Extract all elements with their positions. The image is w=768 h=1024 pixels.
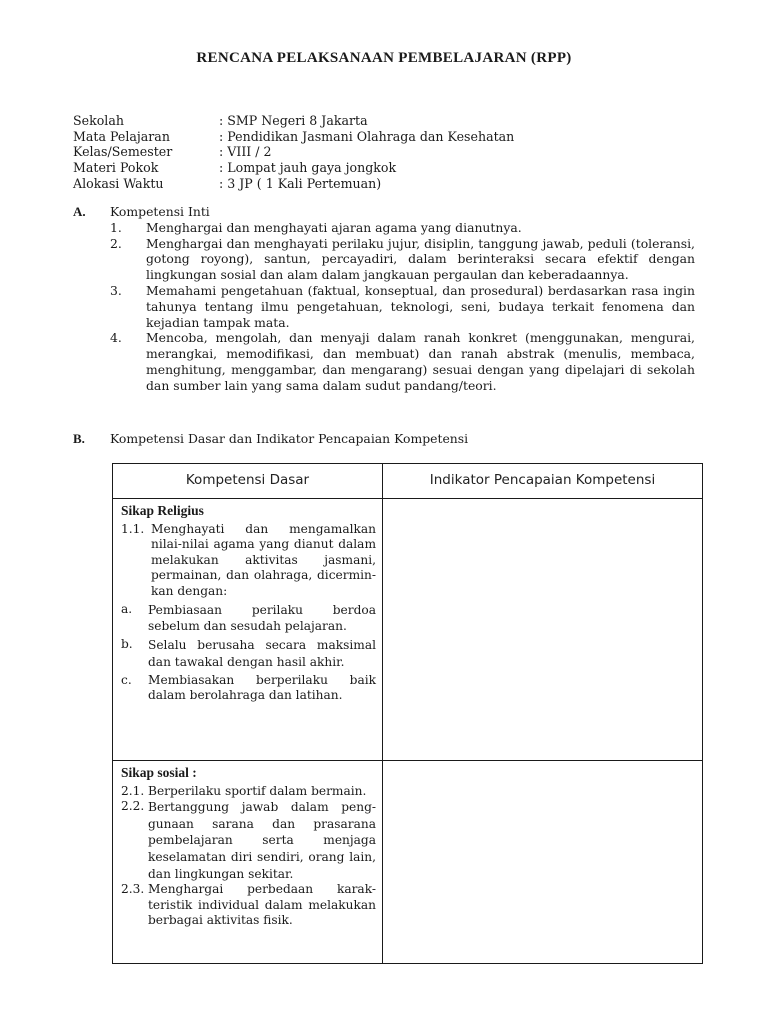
table-row <box>113 761 703 964</box>
section-letter: A. <box>73 204 86 219</box>
group-title: Sikap Religius <box>121 503 204 518</box>
list-item <box>73 236 695 283</box>
section-title: Kompetensi Inti <box>110 204 210 219</box>
identity-row-school <box>73 113 514 129</box>
competence-item <box>121 799 376 882</box>
section-title: Kompetensi Dasar dan Indikator Pencapaian Kompetensi <box>110 431 469 446</box>
document-title: RENCANA PELAKSANAAN PEMBELAJARAN (RPP) <box>196 50 572 66</box>
competence-item <box>121 784 376 800</box>
religious-attitude-cell <box>113 499 383 761</box>
item-number: 2.2. <box>121 799 145 814</box>
list-number: 2. <box>110 235 122 251</box>
group-title: Sikap sosial : <box>121 765 197 780</box>
item-number: 2.3. <box>121 882 145 897</box>
item-number: 1.1. <box>121 521 145 536</box>
section-heading <box>73 431 695 447</box>
list-number: 4. <box>110 330 122 346</box>
item-text: Bertanggung jawab dalam peng-gunaan sarana dan prasarana pembelajaran serta menjaga keselamatan diri sendiri, orang lain, dan lingkungan sekitar. <box>148 800 376 881</box>
identity-label: Kelas/Semester <box>73 144 173 160</box>
list-item <box>73 330 695 393</box>
item-text: Menghayati dan mengamalkan nilai-nilai agama yang dianut dalam melakukan aktivitas jasmani, permainan, dan olahraga, dicermin-kan dengan: <box>151 521 376 598</box>
social-attitude-cell <box>113 761 383 964</box>
column-header-indicator: Indikator Pencapaian Kompetensi <box>383 464 703 499</box>
social-indicator-cell <box>383 761 703 964</box>
identity-label: Alokasi Waktu <box>73 175 164 191</box>
competence-item <box>121 522 376 600</box>
column-header-basic-competence: Kompetensi Dasar <box>113 464 383 499</box>
core-competence-list <box>73 220 695 394</box>
list-text: Mencoba, mengolah, dan menyaji dalam ranah konkret (menggunakan, mengurai, merangkai, memodifikasi, dan membuat) dan ranah abstrak (menulis, membaca, menghitung, menggambar, dan mengarang) sesuai dengan yang dipelajari di sekolah dan sumber lain yang sama dalam sudut pandang/teori. <box>146 330 695 393</box>
competence-table <box>112 463 703 964</box>
identity-row-class <box>73 144 514 160</box>
competence-item <box>121 882 376 929</box>
identity-value: : 3 JP ( 1 Kali Pertemuan) <box>219 175 382 191</box>
item-number: 2.1. <box>121 783 145 798</box>
identity-label: Sekolah <box>73 113 124 128</box>
item-number: c. <box>121 672 132 687</box>
item-text: Membiasakan berperilaku baik dalam berolahraga dan latihan. <box>148 672 376 703</box>
item-text: Selalu berusaha secara maksimal dan tawakal dengan hasil akhir. <box>148 637 376 669</box>
list-text: Menghargai dan menghayati perilaku jujur, disiplin, tanggung jawab, peduli (toleransi, gotong royong), santun, percayadiri, dalam berinteraksi secara efektif dengan lingkungan sosial dan alam dalam jangkauan pergaulan dan keberadaannya. <box>146 235 695 283</box>
list-number: 3. <box>110 282 122 298</box>
identity-value: : Pendidikan Jasmani Olahraga dan Kesehatan <box>219 128 515 144</box>
section-core-competence <box>73 204 695 394</box>
list-item <box>73 220 695 236</box>
table-row <box>113 499 703 761</box>
identity-row-subject <box>73 129 514 145</box>
identity-row-time <box>73 176 514 192</box>
list-item <box>73 283 695 330</box>
identity-row-topic <box>73 160 514 176</box>
list-text: Menghargai dan menghayati ajaran agama yang dianutnya. <box>146 219 522 235</box>
item-text: Menghargai perbedaan karak-teristik individual dalam melakukan berbagai aktivitas fisik. <box>148 882 376 928</box>
item-number: a. <box>121 601 133 616</box>
item-text: Pembiasaan perilaku berdoa sebelum dan sesudah pelajaran. <box>148 602 376 634</box>
identity-label: Mata Pelajaran <box>73 128 170 144</box>
competence-subitem <box>121 602 376 635</box>
competence-subitem <box>121 673 376 704</box>
competence-subitem <box>121 637 376 671</box>
identity-value: : SMP Negeri 8 Jakarta <box>219 113 368 128</box>
section-basic-competence <box>73 431 695 447</box>
item-number: b. <box>121 636 133 651</box>
identity-block <box>73 113 514 192</box>
table-header-row <box>113 464 703 499</box>
identity-value: : VIII / 2 <box>219 144 272 160</box>
section-heading <box>73 204 695 220</box>
section-letter: B. <box>73 431 85 446</box>
item-text: Berperilaku sportif dalam bermain. <box>148 783 367 798</box>
religious-indicator-cell <box>383 499 703 761</box>
list-text: Memahami pengetahuan (faktual, konseptual, dan prosedural) berdasarkan rasa ingin tahunya tentang ilmu pengetahuan, teknologi, seni, budaya terkait fenomena dan kejadian tampak mata. <box>146 282 695 330</box>
list-number: 1. <box>110 219 122 235</box>
identity-value: : Lompat jauh gaya jongkok <box>219 160 397 176</box>
identity-label: Materi Pokok <box>73 160 159 176</box>
